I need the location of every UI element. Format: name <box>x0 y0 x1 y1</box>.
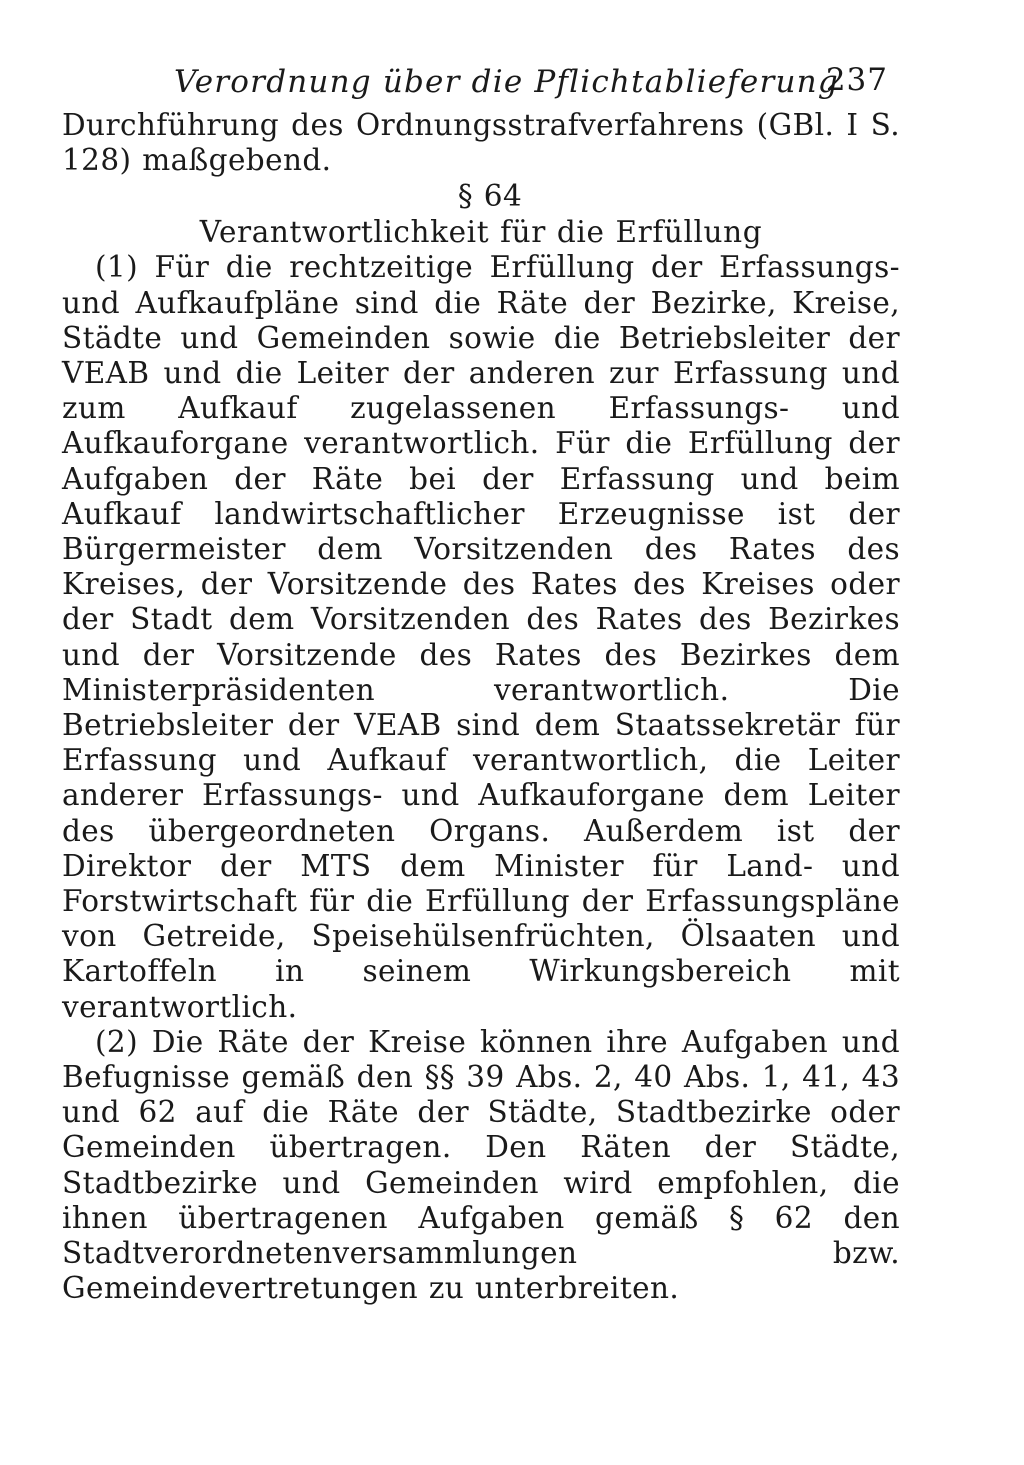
running-title: Verordnung über die Pflichtablieferung <box>174 64 839 100</box>
paragraph-2: (2) Die Räte der Kreise können ihre Aufgaben und Befugnisse gemäß den §§ 39 Abs. 2, 40 Abs. 1, 41, 43 und 62 auf die Räte der Städte, Stadtbezirke oder Gemeinden übertragen. Den Räten der Städte, Stadtbezirke und Gemeinden wird empfohlen, die ihnen übertragenen Aufgaben gemäß § 62 den Stadtverordnetenversammlungen bzw. Gemeindevertretungen zu unterbreiten. <box>62 1024 900 1306</box>
body-text <box>62 108 900 1307</box>
document-page <box>62 62 900 1307</box>
section-title: Verantwortlichkeit für die Erfüllung <box>199 215 763 250</box>
running-head <box>62 62 900 108</box>
continuation-paragraph: Durchführung des Ordnungsstrafverfahrens (GBl. I S. 128) maßgebend. <box>62 108 900 178</box>
section-number: § 64 <box>457 179 523 214</box>
paragraph-1: (1) Für die rechtzeitige Erfüllung der Erfassungs- und Aufkaufpläne sind die Räte der Bezirke, Kreise, Städte und Gemeinden sowie die Betriebsleiter der VEAB und die Leiter der anderen zur Erfassung und zum Aufkauf zugelassenen Erfassungs- und Aufkauforgane verantwortlich. Für die Erfüllung der Aufgaben der Räte bei der Erfassung und beim Aufkauf landwirtschaftlicher Erzeugnisse ist der Bürgermeister dem Vorsitzenden des Rates des Kreises, der Vorsitzende des Rates des Kreises oder der Stadt dem Vorsitzenden des Rates des Bezirkes und der Vorsitzende des Rates des Bezirkes dem Ministerpräsidenten verantwortlich. Die Betriebsleiter der VEAB sind dem Staatssekretär für Erfassung und Aufkauf verantwortlich, die Leiter anderer Erfassungs- und Aufkauforgane dem Leiter des übergeordneten Organs. Außerdem ist der Direktor der MTS dem Minister für Land- und Forstwirtschaft für die Erfüllung der Erfassungspläne von Getreide, Speisehülsenfrüchten, Ölsaaten und Kartoffeln in seinem Wirkungsbereich mit verantwortlich. <box>62 250 900 1024</box>
page-number: 237 <box>825 62 888 98</box>
